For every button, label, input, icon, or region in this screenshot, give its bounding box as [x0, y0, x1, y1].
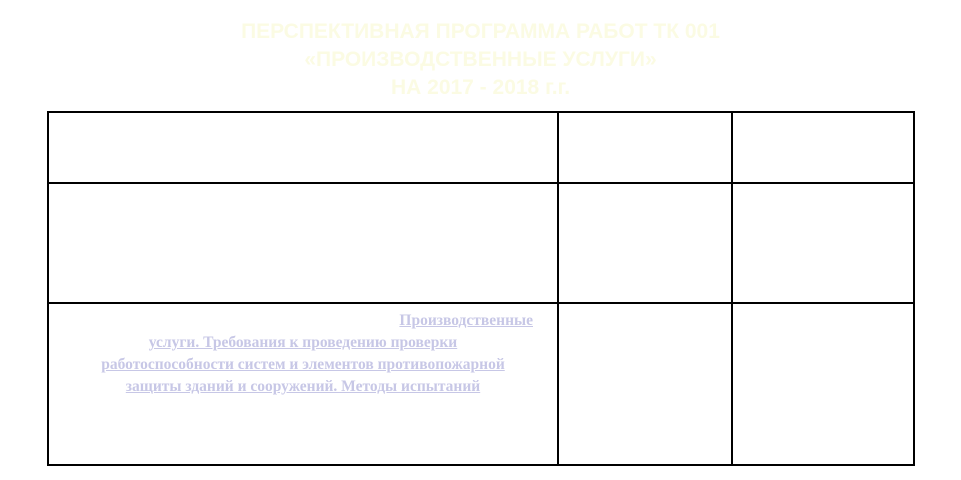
link-line-3: работоспособности систем и элементов противопожарной: [101, 356, 505, 373]
standard-title-link[interactable]: [49, 304, 557, 398]
title-line-1: ПЕРСПЕКТИВНАЯ ПРОГРАММА РАБОТ ТК 001: [241, 20, 720, 43]
table-cell-r3-c3: [732, 303, 914, 465]
table-row: [48, 303, 914, 465]
link-line-2: услуги. Требования к проведению проверки: [148, 334, 458, 351]
link-line-1: Производственные: [399, 312, 533, 329]
link-line-4: защиты зданий и сооружений. Методы испытаний: [125, 378, 481, 395]
table-cell-r2-c1: [48, 183, 558, 303]
table-row: [48, 183, 914, 303]
page-title: [0, 18, 961, 102]
program-table: [47, 111, 915, 466]
table-cell-r3-c2: [558, 303, 732, 465]
title-line-2: «ПРОИЗВОДСТВЕННЫЕ УСЛУГИ»: [304, 48, 657, 71]
table-row: [48, 112, 914, 183]
title-line-3: НА 2017 - 2018 г.г.: [390, 76, 571, 99]
table-cell-r2-c3: [732, 183, 914, 303]
table-cell-r1-c1: [48, 112, 558, 183]
table-cell-r1-c2: [558, 112, 732, 183]
table-cell-r3-c1: [48, 303, 558, 465]
table-cell-r2-c2: [558, 183, 732, 303]
table-cell-r1-c3: [732, 112, 914, 183]
